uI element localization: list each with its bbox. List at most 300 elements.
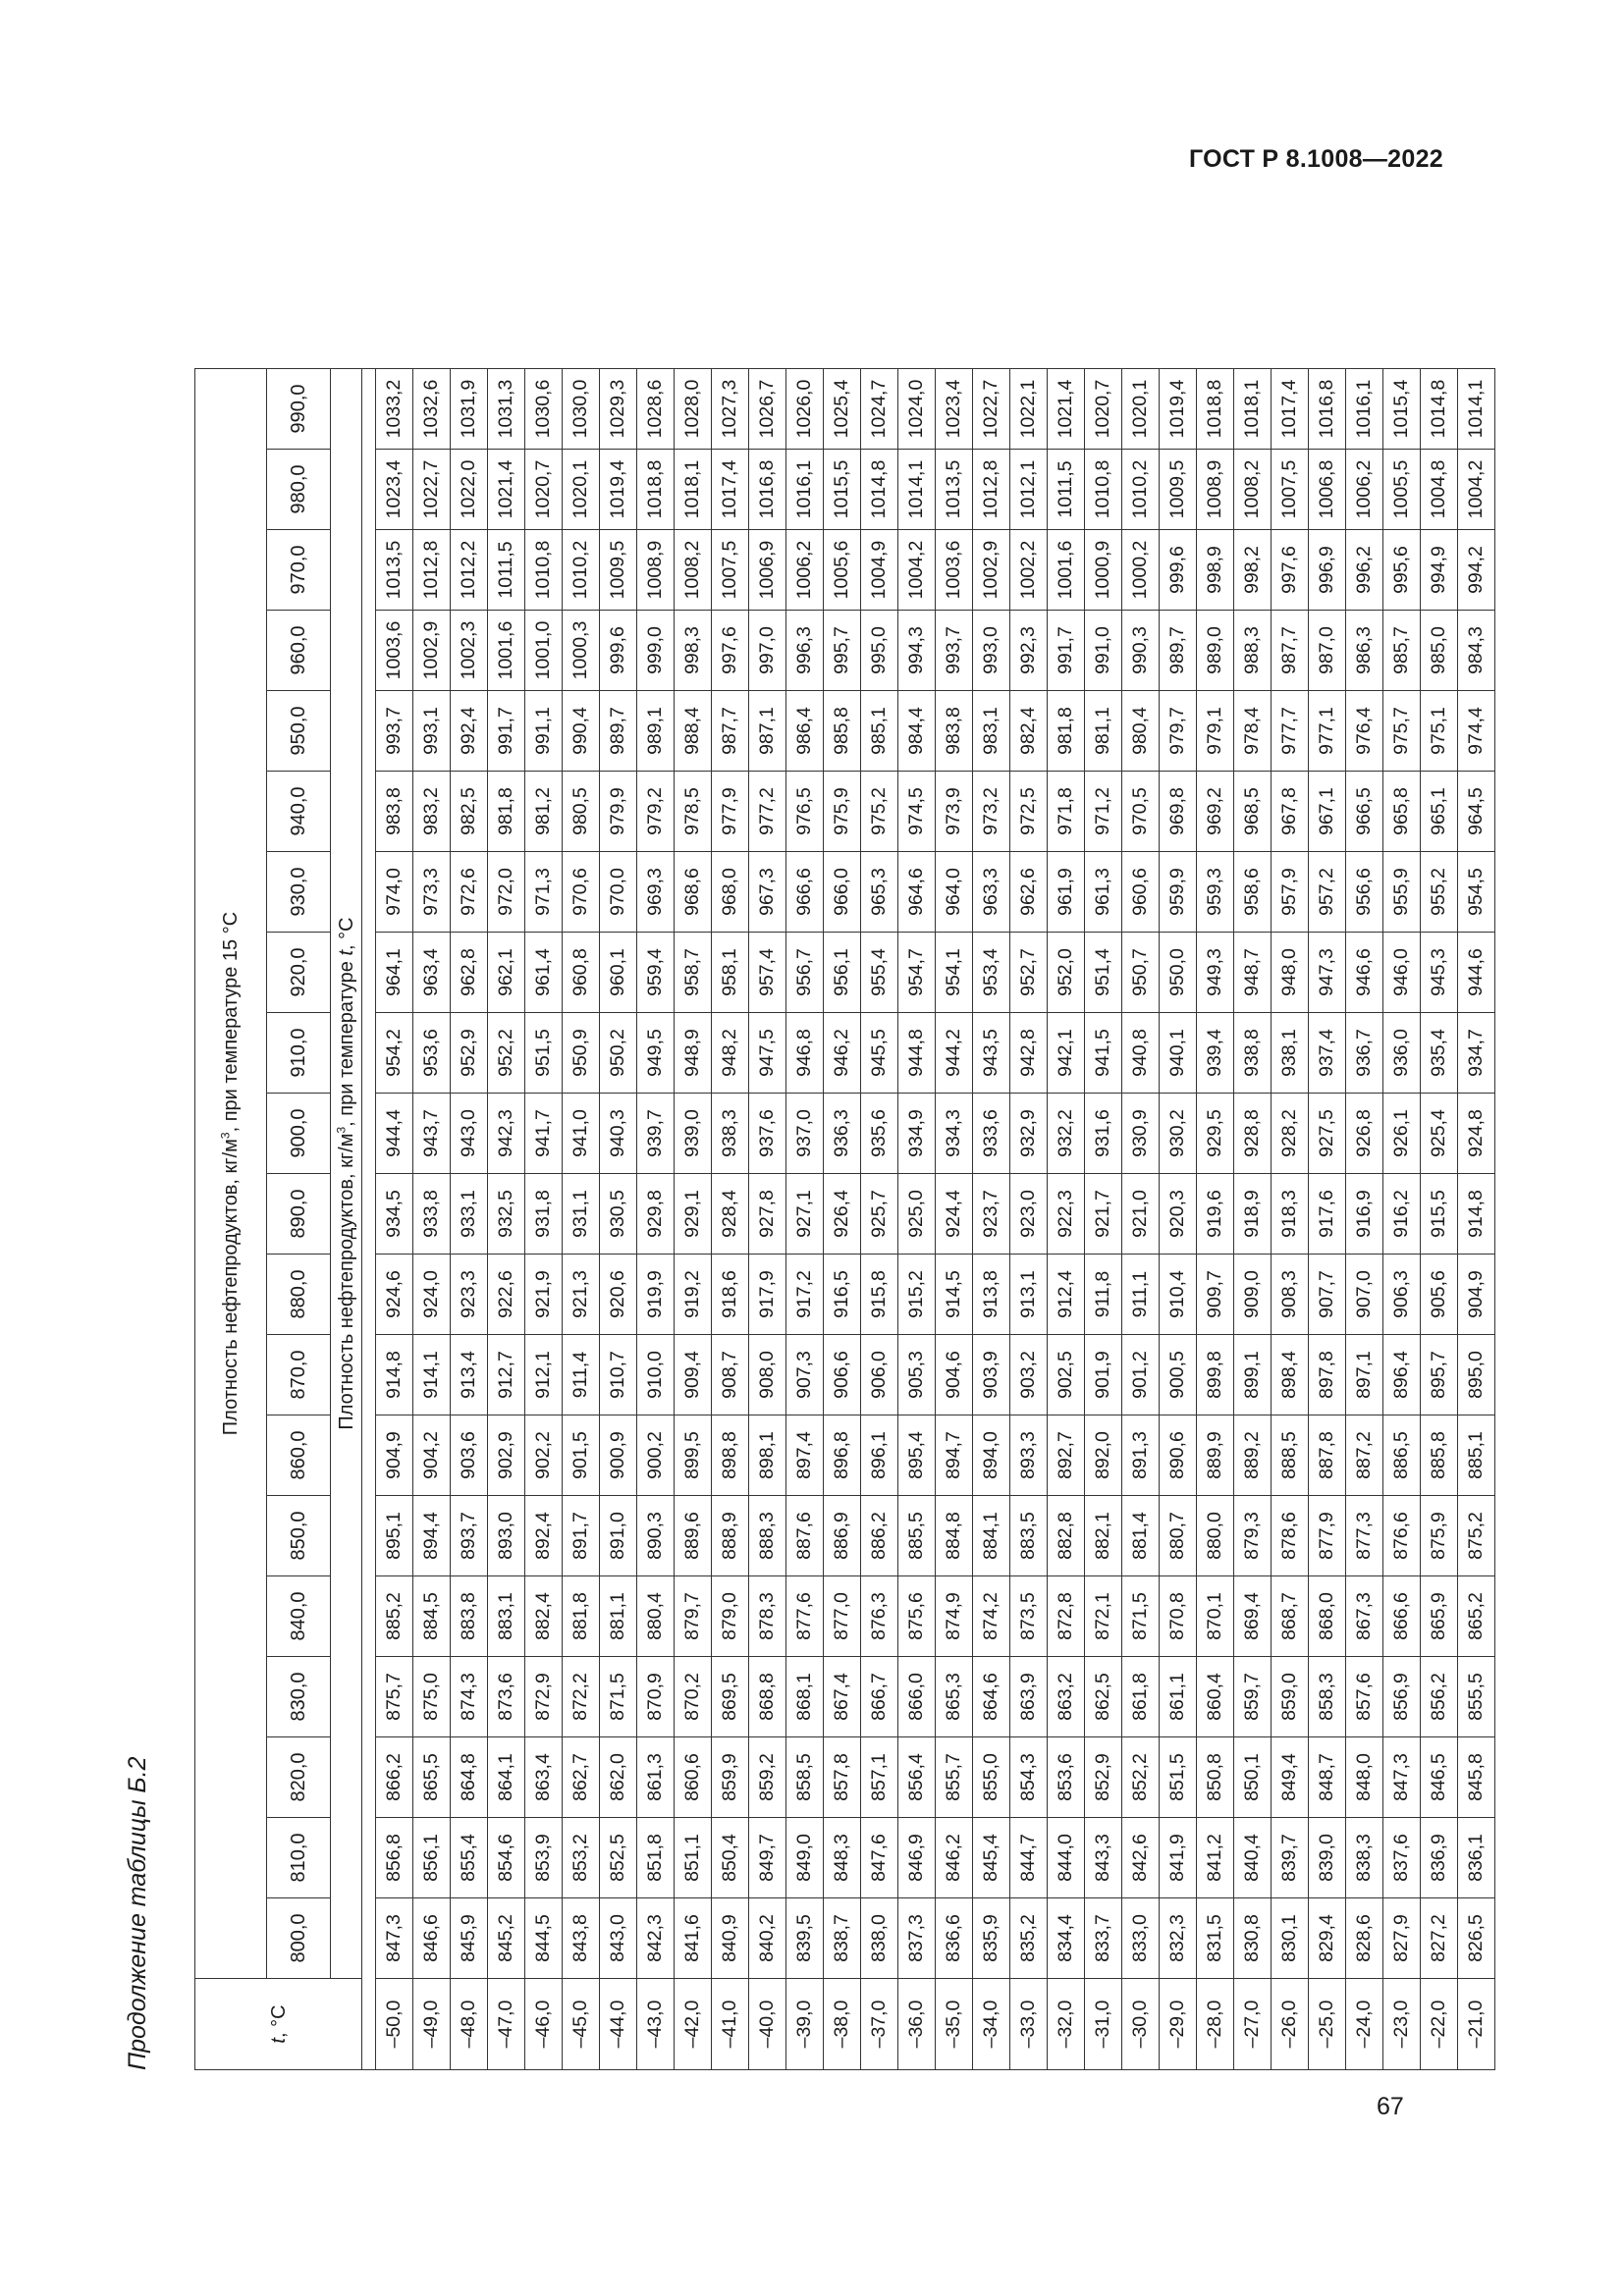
density-cell: 943,5 bbox=[973, 1013, 1010, 1094]
density-cell: 875,0 bbox=[413, 1657, 451, 1737]
density-cell: 997,0 bbox=[749, 611, 786, 691]
density-cell: 892,0 bbox=[1085, 1415, 1122, 1496]
density-cell: 944,2 bbox=[936, 1013, 973, 1094]
density-cell: 859,2 bbox=[749, 1737, 786, 1818]
density-cell: 1022,7 bbox=[413, 450, 451, 530]
density-cell: 856,1 bbox=[413, 1818, 451, 1898]
density-cell: 846,9 bbox=[898, 1818, 936, 1898]
density-cell: 952,2 bbox=[488, 1013, 525, 1094]
density-cell: 903,2 bbox=[1010, 1335, 1048, 1415]
density-cell: 954,1 bbox=[936, 933, 973, 1013]
density-cell: 1018,8 bbox=[1197, 369, 1234, 450]
density-cell: 1005,5 bbox=[1383, 450, 1421, 530]
density-cell: 902,9 bbox=[488, 1415, 525, 1496]
density-cell: 950,0 bbox=[1160, 933, 1197, 1013]
density-cell: 995,7 bbox=[824, 611, 861, 691]
density-cell: 998,3 bbox=[675, 611, 712, 691]
density-column-header: 810,0 bbox=[267, 1818, 331, 1898]
density-cell: 865,3 bbox=[936, 1657, 973, 1737]
temperature-cell: –32,0 bbox=[1048, 1979, 1085, 2070]
density-cell: 997,6 bbox=[1272, 530, 1309, 611]
density-cell: 904,6 bbox=[936, 1335, 973, 1415]
density-cell: 955,9 bbox=[1383, 852, 1421, 933]
density-cell: 856,8 bbox=[376, 1818, 413, 1898]
density-column-header: 840,0 bbox=[267, 1576, 331, 1657]
density-cell: 1010,8 bbox=[1085, 450, 1122, 530]
density-cell: 996,3 bbox=[786, 611, 824, 691]
density-cell: 898,1 bbox=[749, 1415, 786, 1496]
density-cell: 1016,1 bbox=[786, 450, 824, 530]
temperature-cell: –37,0 bbox=[861, 1979, 898, 2070]
density-cell: 1003,6 bbox=[936, 530, 973, 611]
density-cell: 910,0 bbox=[637, 1335, 675, 1415]
density-cell: 1030,6 bbox=[525, 369, 563, 450]
temperature-cell: –39,0 bbox=[786, 1979, 824, 2070]
density-cell: 842,3 bbox=[637, 1898, 675, 1979]
density-cell: 1023,4 bbox=[376, 450, 413, 530]
temperature-cell: –33,0 bbox=[1010, 1979, 1048, 2070]
density-cell: 1029,3 bbox=[600, 369, 637, 450]
density-cell: 850,8 bbox=[1197, 1737, 1234, 1818]
density-cell: 935,6 bbox=[861, 1094, 898, 1174]
table-row bbox=[600, 369, 637, 2070]
density-cell: 1009,5 bbox=[600, 530, 637, 611]
density-cell: 890,3 bbox=[637, 1496, 675, 1576]
density-cell: 858,3 bbox=[1309, 1657, 1346, 1737]
density-cell: 1028,6 bbox=[637, 369, 675, 450]
density-cell: 970,6 bbox=[563, 852, 600, 933]
density-cell: 857,8 bbox=[824, 1737, 861, 1818]
density-cell: 856,2 bbox=[1421, 1657, 1458, 1737]
density-cell: 957,2 bbox=[1309, 852, 1346, 933]
density-cell: 976,4 bbox=[1346, 691, 1383, 772]
density-cell: 927,5 bbox=[1309, 1094, 1346, 1174]
density-cell: 899,8 bbox=[1197, 1335, 1234, 1415]
table-row bbox=[413, 369, 451, 2070]
density-cell: 962,1 bbox=[488, 933, 525, 1013]
density-cell: 1022,7 bbox=[973, 369, 1010, 450]
density-cell: 880,0 bbox=[1197, 1496, 1234, 1576]
density-cell: 1025,4 bbox=[824, 369, 861, 450]
density-cell: 984,3 bbox=[1458, 611, 1495, 691]
table-row bbox=[1048, 369, 1085, 2070]
density-cell: 959,9 bbox=[1160, 852, 1197, 933]
density-cell: 846,2 bbox=[936, 1818, 973, 1898]
density-cell: 993,1 bbox=[413, 691, 451, 772]
density-cell: 952,9 bbox=[451, 1013, 488, 1094]
density-cell: 934,3 bbox=[936, 1094, 973, 1174]
density-cell: 865,2 bbox=[1458, 1576, 1495, 1657]
density-cell: 891,7 bbox=[563, 1496, 600, 1576]
density-cell: 1014,8 bbox=[1421, 369, 1458, 450]
density-cell: 839,7 bbox=[1272, 1818, 1309, 1898]
density-cell: 991,7 bbox=[1048, 611, 1085, 691]
density-cell: 913,8 bbox=[973, 1255, 1010, 1335]
density-cell: 1010,2 bbox=[1122, 450, 1160, 530]
density-cell: 919,2 bbox=[675, 1255, 712, 1335]
density-cell: 1008,9 bbox=[637, 530, 675, 611]
temperature-cell: –45,0 bbox=[563, 1979, 600, 2070]
density-cell: 923,7 bbox=[973, 1174, 1010, 1255]
density-cell: 1000,2 bbox=[1122, 530, 1160, 611]
temperature-cell: –23,0 bbox=[1383, 1979, 1421, 2070]
density-cell: 1013,5 bbox=[376, 530, 413, 611]
density-cell: 914,8 bbox=[376, 1335, 413, 1415]
density-cell: 833,7 bbox=[1085, 1898, 1122, 1979]
density-cell: 869,4 bbox=[1234, 1576, 1272, 1657]
table-row bbox=[1309, 369, 1346, 2070]
density-cell: 872,1 bbox=[1085, 1576, 1122, 1657]
table-row bbox=[824, 369, 861, 2070]
temperature-cell: –43,0 bbox=[637, 1979, 675, 2070]
density-cell: 896,4 bbox=[1383, 1335, 1421, 1415]
density-cell: 846,5 bbox=[1421, 1737, 1458, 1818]
density-cell: 915,8 bbox=[861, 1255, 898, 1335]
density-cell: 994,2 bbox=[1458, 530, 1495, 611]
density-column-header: 900,0 bbox=[267, 1094, 331, 1174]
density-cell: 888,3 bbox=[749, 1496, 786, 1576]
density-cell: 993,7 bbox=[936, 611, 973, 691]
density-cell: 857,6 bbox=[1346, 1657, 1383, 1737]
density-cell: 1019,4 bbox=[600, 450, 637, 530]
density-cell: 982,4 bbox=[1010, 691, 1048, 772]
density-cell: 1016,1 bbox=[1346, 369, 1383, 450]
density-cell: 959,4 bbox=[637, 933, 675, 1013]
density-cell: 967,1 bbox=[1309, 772, 1346, 852]
density-cell: 906,3 bbox=[1383, 1255, 1421, 1335]
density-cell: 961,4 bbox=[525, 933, 563, 1013]
density-cell: 955,4 bbox=[861, 933, 898, 1013]
density-cell: 969,8 bbox=[1160, 772, 1197, 852]
density-cell: 984,4 bbox=[898, 691, 936, 772]
density-cell: 934,9 bbox=[898, 1094, 936, 1174]
density-cell: 971,2 bbox=[1085, 772, 1122, 852]
density-cell: 885,1 bbox=[1458, 1415, 1495, 1496]
density-cell: 999,0 bbox=[637, 611, 675, 691]
density-cell: 920,6 bbox=[600, 1255, 637, 1335]
density-cell: 1030,0 bbox=[563, 369, 600, 450]
density-cell: 981,8 bbox=[488, 772, 525, 852]
density-cell: 827,9 bbox=[1383, 1898, 1421, 1979]
table-container bbox=[194, 368, 1495, 2070]
density-cell: 988,3 bbox=[1234, 611, 1272, 691]
density-column-header: 830,0 bbox=[267, 1657, 331, 1737]
density-cell: 916,2 bbox=[1383, 1174, 1421, 1255]
density-cell: 991,0 bbox=[1085, 611, 1122, 691]
density-cell: 972,6 bbox=[451, 852, 488, 933]
density-cell: 904,9 bbox=[376, 1415, 413, 1496]
density-cell: 827,2 bbox=[1421, 1898, 1458, 1979]
density-cell: 990,4 bbox=[563, 691, 600, 772]
density-cell: 928,8 bbox=[1234, 1094, 1272, 1174]
density-cell: 923,0 bbox=[1010, 1174, 1048, 1255]
density-cell: 938,8 bbox=[1234, 1013, 1272, 1094]
table-row bbox=[973, 369, 1010, 2070]
density-cell: 1002,9 bbox=[973, 530, 1010, 611]
density-cell: 921,0 bbox=[1122, 1174, 1160, 1255]
density-cell: 983,2 bbox=[413, 772, 451, 852]
density-cell: 996,9 bbox=[1309, 530, 1346, 611]
density-cell: 860,4 bbox=[1197, 1657, 1234, 1737]
density-cell: 882,8 bbox=[1048, 1496, 1085, 1576]
table-row bbox=[1383, 369, 1421, 2070]
density-cell: 933,8 bbox=[413, 1174, 451, 1255]
density-cell: 878,6 bbox=[1272, 1496, 1309, 1576]
density-cell: 966,0 bbox=[824, 852, 861, 933]
density-cell: 992,3 bbox=[1010, 611, 1048, 691]
density-cell: 918,9 bbox=[1234, 1174, 1272, 1255]
density-cell: 876,6 bbox=[1383, 1496, 1421, 1576]
density-cell: 1015,5 bbox=[824, 450, 861, 530]
density-cell: 904,9 bbox=[1458, 1255, 1495, 1335]
density-cell: 883,1 bbox=[488, 1576, 525, 1657]
density-cell: 854,6 bbox=[488, 1818, 525, 1898]
density-cell: 941,7 bbox=[525, 1094, 563, 1174]
density-cell: 1018,1 bbox=[675, 450, 712, 530]
density-cell: 1016,8 bbox=[749, 450, 786, 530]
table-row bbox=[1234, 369, 1272, 2070]
density-cell: 989,1 bbox=[637, 691, 675, 772]
density-cell: 849,4 bbox=[1272, 1737, 1309, 1818]
density-cell: 962,6 bbox=[1010, 852, 1048, 933]
density-cell: 915,5 bbox=[1421, 1174, 1458, 1255]
temperature-cell: –48,0 bbox=[451, 1979, 488, 2070]
density-cell: 886,5 bbox=[1383, 1415, 1421, 1496]
density-cell: 889,9 bbox=[1197, 1415, 1234, 1496]
density-cell: 843,0 bbox=[600, 1898, 637, 1979]
density-cell: 937,6 bbox=[749, 1094, 786, 1174]
density-cell: 879,7 bbox=[675, 1576, 712, 1657]
density-cell: 977,1 bbox=[1309, 691, 1346, 772]
density-cell: 830,8 bbox=[1234, 1898, 1272, 1979]
density-cell: 1009,5 bbox=[1160, 450, 1197, 530]
density-cell: 898,4 bbox=[1272, 1335, 1309, 1415]
density-cell: 953,6 bbox=[413, 1013, 451, 1094]
density-cell: 861,8 bbox=[1122, 1657, 1160, 1737]
density-cell: 941,0 bbox=[563, 1094, 600, 1174]
density-cell: 974,4 bbox=[1458, 691, 1495, 772]
density-cell: 864,1 bbox=[488, 1737, 525, 1818]
density-cell: 983,8 bbox=[376, 772, 413, 852]
density-cell: 929,5 bbox=[1197, 1094, 1234, 1174]
density-cell: 871,5 bbox=[600, 1657, 637, 1737]
density-cell: 837,6 bbox=[1383, 1818, 1421, 1898]
density-cell: 938,1 bbox=[1272, 1013, 1309, 1094]
table-row bbox=[1160, 369, 1197, 2070]
density-cell: 975,1 bbox=[1421, 691, 1458, 772]
density-cell: 993,0 bbox=[973, 611, 1010, 691]
density-cell: 861,3 bbox=[637, 1737, 675, 1818]
density-cell: 931,1 bbox=[563, 1174, 600, 1255]
density-cell: 989,0 bbox=[1197, 611, 1234, 691]
table-row bbox=[525, 369, 563, 2070]
density-cell: 866,2 bbox=[376, 1737, 413, 1818]
density-cell: 937,4 bbox=[1309, 1013, 1346, 1094]
density-cell: 883,5 bbox=[1010, 1496, 1048, 1576]
density-cell: 979,9 bbox=[600, 772, 637, 852]
density-column-header: 950,0 bbox=[267, 691, 331, 772]
density-cell: 881,8 bbox=[563, 1576, 600, 1657]
density-cell: 938,3 bbox=[712, 1094, 749, 1174]
density-cell: 925,0 bbox=[898, 1174, 936, 1255]
density-cell: 970,5 bbox=[1122, 772, 1160, 852]
density-cell: 860,6 bbox=[675, 1737, 712, 1818]
temperature-cell: –31,0 bbox=[1085, 1979, 1122, 2070]
density-cell: 966,6 bbox=[786, 852, 824, 933]
density-cell: 896,8 bbox=[824, 1415, 861, 1496]
density-cell: 995,0 bbox=[861, 611, 898, 691]
density-cell: 991,1 bbox=[525, 691, 563, 772]
density-cell: 896,1 bbox=[861, 1415, 898, 1496]
density-cell: 931,6 bbox=[1085, 1094, 1122, 1174]
density-cell: 917,6 bbox=[1309, 1174, 1346, 1255]
density-cell: 844,5 bbox=[525, 1898, 563, 1979]
density-cell: 981,2 bbox=[525, 772, 563, 852]
density-cell: 892,4 bbox=[525, 1496, 563, 1576]
density-cell: 853,9 bbox=[525, 1818, 563, 1898]
density-cell: 913,4 bbox=[451, 1335, 488, 1415]
density-cell: 922,3 bbox=[1048, 1174, 1085, 1255]
density-cell: 1002,9 bbox=[413, 611, 451, 691]
density-cell: 1017,4 bbox=[1272, 369, 1309, 450]
density-cell: 848,7 bbox=[1309, 1737, 1346, 1818]
density-cell: 1003,6 bbox=[376, 611, 413, 691]
density-cell: 965,1 bbox=[1421, 772, 1458, 852]
density-cell: 873,6 bbox=[488, 1657, 525, 1737]
density-cell: 983,1 bbox=[973, 691, 1010, 772]
density-cell: 951,4 bbox=[1085, 933, 1122, 1013]
density-cell: 1026,7 bbox=[749, 369, 786, 450]
density-cell: 946,8 bbox=[786, 1013, 824, 1094]
density-cell: 914,8 bbox=[1458, 1174, 1495, 1255]
density-cell: 1014,1 bbox=[898, 450, 936, 530]
density-cell: 841,6 bbox=[675, 1898, 712, 1979]
density-cell: 897,8 bbox=[1309, 1335, 1346, 1415]
density-cell: 975,7 bbox=[1383, 691, 1421, 772]
density-cell: 974,5 bbox=[898, 772, 936, 852]
density-cell: 870,2 bbox=[675, 1657, 712, 1737]
temperature-cell: –34,0 bbox=[973, 1979, 1010, 2070]
density-cell: 975,9 bbox=[824, 772, 861, 852]
density-cell: 858,5 bbox=[786, 1737, 824, 1818]
density-cell: 853,6 bbox=[1048, 1737, 1085, 1818]
density-column-header: 850,0 bbox=[267, 1496, 331, 1576]
density-cell: 912,7 bbox=[488, 1335, 525, 1415]
density-cell: 1020,1 bbox=[563, 450, 600, 530]
density-cell: 946,2 bbox=[824, 1013, 861, 1094]
density-cell: 905,3 bbox=[898, 1335, 936, 1415]
density-cell: 1008,2 bbox=[675, 530, 712, 611]
density-cell: 930,9 bbox=[1122, 1094, 1160, 1174]
density-cell: 964,1 bbox=[376, 933, 413, 1013]
density-cell: 881,1 bbox=[600, 1576, 637, 1657]
density-cell: 915,2 bbox=[898, 1255, 936, 1335]
density-cell: 832,3 bbox=[1160, 1898, 1197, 1979]
density-column-header: 880,0 bbox=[267, 1255, 331, 1335]
density-cell: 836,9 bbox=[1421, 1818, 1458, 1898]
density-cell: 974,0 bbox=[376, 852, 413, 933]
density-cell: 1019,4 bbox=[1160, 369, 1197, 450]
density-cell: 936,0 bbox=[1383, 1013, 1421, 1094]
density-cell: 889,6 bbox=[675, 1496, 712, 1576]
density-cell: 872,9 bbox=[525, 1657, 563, 1737]
temperature-cell: –47,0 bbox=[488, 1979, 525, 2070]
density-cell: 989,7 bbox=[600, 691, 637, 772]
density-cell: 936,3 bbox=[824, 1094, 861, 1174]
density-cell: 942,3 bbox=[488, 1094, 525, 1174]
density-cell: 942,1 bbox=[1048, 1013, 1085, 1094]
density-cell: 929,8 bbox=[637, 1174, 675, 1255]
density-cell: 903,9 bbox=[973, 1335, 1010, 1415]
table-row bbox=[1122, 369, 1160, 2070]
density-cell: 958,6 bbox=[1234, 852, 1272, 933]
density-cell: 863,2 bbox=[1048, 1657, 1085, 1737]
density-cell: 1011,5 bbox=[1048, 450, 1085, 530]
table-row bbox=[898, 369, 936, 2070]
density-cell: 954,7 bbox=[898, 933, 936, 1013]
density-cell: 948,0 bbox=[1272, 933, 1309, 1013]
density-cell: 922,6 bbox=[488, 1255, 525, 1335]
density-column-header: 930,0 bbox=[267, 852, 331, 933]
density-cell: 924,0 bbox=[413, 1255, 451, 1335]
density-cell: 950,9 bbox=[563, 1013, 600, 1094]
density-cell: 899,1 bbox=[1234, 1335, 1272, 1415]
density-column-header: 970,0 bbox=[267, 530, 331, 611]
density-cell: 833,0 bbox=[1122, 1898, 1160, 1979]
temperature-cell: –40,0 bbox=[749, 1979, 786, 2070]
density-cell: 919,6 bbox=[1197, 1174, 1234, 1255]
density-cell: 886,2 bbox=[861, 1496, 898, 1576]
density-cell: 944,4 bbox=[376, 1094, 413, 1174]
density-cell: 901,5 bbox=[563, 1415, 600, 1496]
temperature-cell: –24,0 bbox=[1346, 1979, 1383, 2070]
density-cell: 986,4 bbox=[786, 691, 824, 772]
density-cell: 939,4 bbox=[1197, 1013, 1234, 1094]
density-cell: 1006,9 bbox=[749, 530, 786, 611]
density-cell: 855,4 bbox=[451, 1818, 488, 1898]
table-row bbox=[451, 369, 488, 2070]
density-cell: 924,4 bbox=[936, 1174, 973, 1255]
density-cell: 877,9 bbox=[1309, 1496, 1346, 1576]
density-cell: 1018,1 bbox=[1234, 369, 1272, 450]
density-cell: 906,0 bbox=[861, 1335, 898, 1415]
density-cell: 916,9 bbox=[1346, 1174, 1383, 1255]
density-cell: 1022,0 bbox=[451, 450, 488, 530]
density-cell: 969,2 bbox=[1197, 772, 1234, 852]
table-row bbox=[1197, 369, 1234, 2070]
density-cell: 930,2 bbox=[1160, 1094, 1197, 1174]
density-cell: 859,9 bbox=[712, 1737, 749, 1818]
table-row bbox=[786, 369, 824, 2070]
density-cell: 845,9 bbox=[451, 1898, 488, 1979]
temperature-cell: –27,0 bbox=[1234, 1979, 1272, 2070]
density-cell: 983,8 bbox=[936, 691, 973, 772]
density-cell: 844,7 bbox=[1010, 1818, 1048, 1898]
density-cell: 847,3 bbox=[1383, 1737, 1421, 1818]
density-cell: 908,3 bbox=[1272, 1255, 1309, 1335]
density-cell: 836,1 bbox=[1458, 1818, 1495, 1898]
density-cell: 873,5 bbox=[1010, 1576, 1048, 1657]
density-cell: 1013,5 bbox=[936, 450, 973, 530]
table-row bbox=[1458, 369, 1495, 2070]
density-cell: 891,3 bbox=[1122, 1415, 1160, 1496]
density-cell: 981,8 bbox=[1048, 691, 1085, 772]
density-cell: 904,2 bbox=[413, 1415, 451, 1496]
density-cell: 958,7 bbox=[675, 933, 712, 1013]
density-cell: 1006,8 bbox=[1309, 450, 1346, 530]
density-cell: 882,4 bbox=[525, 1576, 563, 1657]
density-column-header: 870,0 bbox=[267, 1335, 331, 1415]
